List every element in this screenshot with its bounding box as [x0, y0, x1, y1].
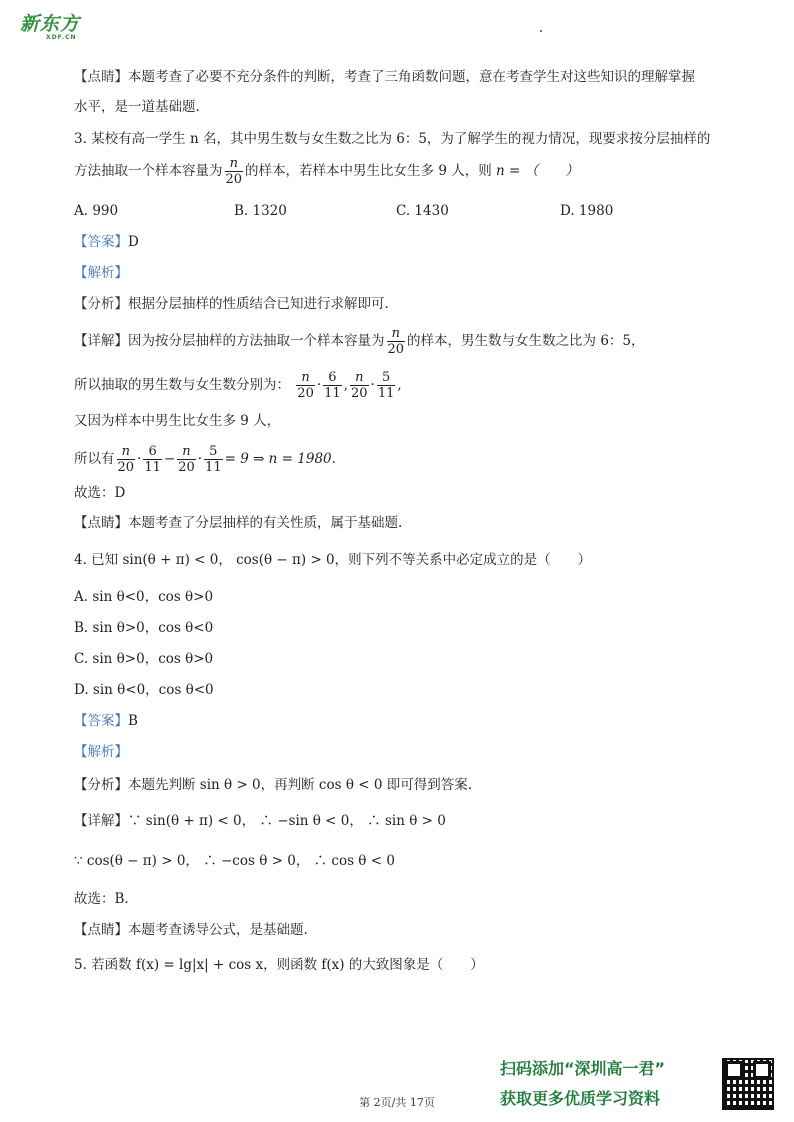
q3-choice-b: B. 1320	[234, 203, 287, 219]
q3-stem-b: 的样本，若样本中男生比女生多 9 人，则	[245, 163, 492, 179]
label-detail: 【详解】	[74, 813, 128, 829]
q2-key-text2: 水平，是一道基础题.	[74, 99, 200, 115]
q4-detail2: ∵ cos(θ − π) > 0， ∴ −cos θ > 0， ∴ cos θ < 0	[74, 853, 395, 869]
q4-detail1: ∵ sin(θ + π) < 0， ∴ −sin θ < 0， ∴ sin θ > 0	[128, 813, 446, 829]
q4-fenxi	[74, 772, 472, 798]
q5-stem	[74, 952, 484, 978]
promo-line1: 扫码添加“深圳高一君”	[500, 1059, 666, 1078]
q3-result: = 9 ⇒ n = 1980.	[224, 451, 336, 467]
q3-fenxi-text: 根据分层抽样的性质结合已知进行求解即可.	[128, 296, 389, 312]
q3-stem-c: n = （ ）	[496, 163, 579, 179]
q3-detail4: 所以有	[74, 451, 115, 467]
q4-answer	[74, 708, 138, 734]
q3-choices	[74, 198, 734, 224]
q3-answer	[74, 229, 139, 255]
q4-choice-b: B. sin θ>0，cos θ<0	[74, 620, 214, 636]
q4-select	[74, 886, 129, 912]
label-answer: 【答案】	[74, 234, 128, 250]
q4-choice-c: C. sin θ>0，cos θ>0	[74, 651, 214, 667]
q4-detail-line2	[74, 848, 395, 874]
q3-detail-line2: 所以抽取的男生数与女生数分别为： $\frac{n}{20}$ · $\frac{6}{11}$ , $\frac{n}{20}$ · $\frac{5}{11}$ ,	[74, 370, 402, 401]
q3-stem-a: 方法抽取一个样本容量为	[74, 163, 223, 179]
q3-detail1-b: 的样本，男生数与女生数之比为 6：5，	[407, 333, 645, 349]
q3-detail2: 所以抽取的男生数与女生数分别为：	[74, 377, 290, 393]
label-dianjing: 【点睛】	[74, 515, 128, 531]
q4-analysis	[74, 739, 128, 765]
q3-choice-c: C. 1430	[396, 203, 449, 219]
speck	[540, 30, 542, 32]
brand-logo	[20, 14, 80, 41]
q3-stem-line1	[74, 126, 710, 152]
q3-key	[74, 510, 402, 536]
label-dianjing: 【点睛】	[74, 69, 128, 85]
q4-key	[74, 917, 308, 943]
q3-choice-d: D. 1980	[560, 203, 614, 219]
q4-choice-a: A. sin θ<0，cos θ>0	[74, 589, 214, 605]
page-number: 第 2页/共 17页	[359, 1096, 435, 1109]
q3-detail1-a: 因为按分层抽样的方法抽取一个样本容量为	[128, 333, 385, 349]
q4-answer-value: B	[128, 713, 138, 729]
q2-key-text: 本题考查了必要不充分条件的判断，考查了三角函数问题，意在考查学生对这些知识的理解掌握	[128, 69, 695, 85]
q4-fenxi-text: 本题先判断 sin θ > 0，再判断 cos θ < 0 即可得到答案.	[128, 777, 473, 793]
q3-fenxi	[74, 291, 389, 317]
label-analysis: 【解析】	[74, 265, 128, 281]
q3-key-text: 本题考查了分层抽样的有关性质，属于基础题.	[128, 515, 403, 531]
q3-answer-value: D	[128, 234, 139, 250]
q3-detail3: 又因为样本中男生比女生多 9 人，	[74, 413, 281, 429]
q3-stem-line2	[74, 156, 579, 187]
label-fenxi: 【分析】	[74, 296, 128, 312]
q3-detail-line1	[74, 326, 645, 357]
logo-text: 新东方	[20, 13, 81, 35]
q3-analysis	[74, 260, 128, 286]
label-answer: 【答案】	[74, 713, 128, 729]
q4-select-text: 故选：B.	[74, 891, 129, 907]
q5-stem-text: 5. 若函数 f(x) = lg|x| + cos x，则函数 f(x) 的大致图象是（ ）	[74, 957, 484, 973]
q3-select	[74, 480, 125, 506]
label-detail: 【详解】	[74, 333, 128, 349]
label-analysis: 【解析】	[74, 744, 128, 760]
frac-num: n	[225, 156, 244, 172]
q4-choice-d: D. sin θ<0，cos θ<0	[74, 682, 214, 698]
q4-key-text: 本题考查诱导公式，是基础题.	[128, 922, 308, 938]
q3-detail-line4: 所以有 $\frac{n}{20}$ · $\frac{6}{11}$ − $\frac{n}{20}$ · $\frac{5}{11}$ = 9 ⇒ n = 1980.	[74, 444, 336, 475]
frac-den: 20	[225, 172, 243, 187]
q3-choice-a: A. 990	[74, 203, 119, 219]
q3-fraction	[225, 156, 244, 187]
q4-stem-text: 4. 已知 sin(θ + π) < 0， cos(θ − π) > 0，则下列不等关系中必定成立的是（ ）	[74, 552, 592, 568]
q3-detail-line3	[74, 408, 280, 434]
q3-select-text: 故选：D	[74, 485, 126, 501]
q3-detail-fraction: $\frac{n}{20}$	[387, 326, 405, 357]
label-fenxi: 【分析】	[74, 777, 128, 793]
q2-key-line2	[74, 94, 200, 120]
promo-line2: 获取更多优质学习资料	[500, 1089, 661, 1108]
label-dianjing: 【点睛】	[74, 922, 128, 938]
q4-stem	[74, 547, 591, 573]
logo-sub: XDF.CN	[46, 34, 77, 41]
q2-key-line1	[74, 64, 695, 90]
q4-detail-line1	[74, 808, 446, 834]
q3-stem-text: 3. 某校有高一学生 n 名，其中男生数与女生数之比为 6：5，为了解学生的视力情况，现要求按分层抽样的	[74, 131, 711, 147]
